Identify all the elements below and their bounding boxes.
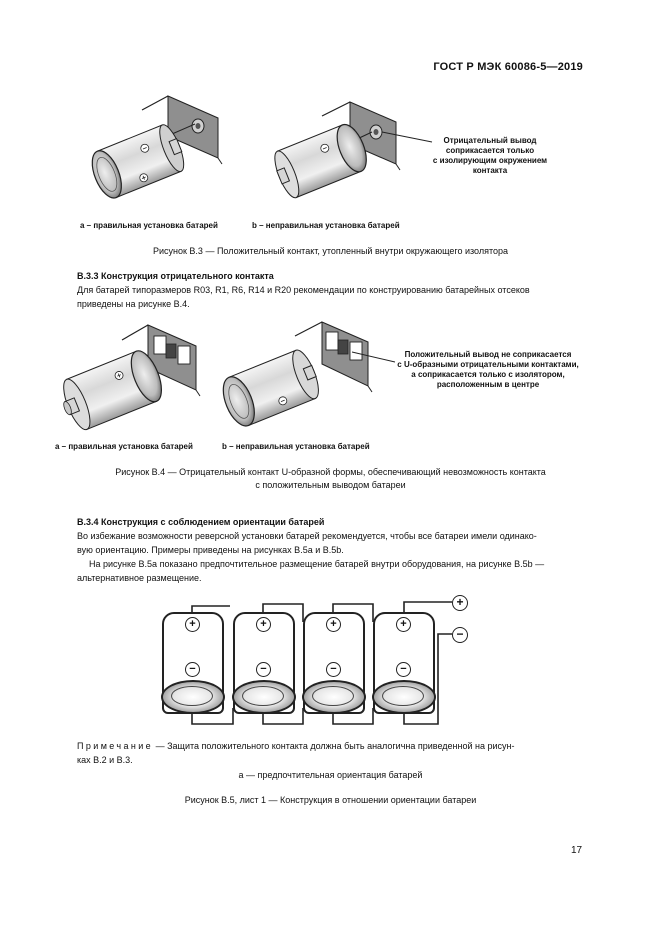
b5-cell-plus-symbol: +	[185, 617, 200, 632]
b5-battery-cell	[373, 612, 435, 714]
b3a-battery	[86, 122, 188, 202]
para-line: Для батарей типоразмеров R03, R1, R6, R14 и R20 рекомендации по конструированию батарейных отсеков	[77, 285, 530, 295]
note-text: — Защита положительного контакта должна быть аналогична приведенной на рисун-	[153, 741, 515, 751]
para-line: Во избежание возможности реверсной установки батарей рекомендуется, чтобы все батареи имели одинако-	[77, 531, 537, 541]
b5-cell-base-ring	[382, 686, 424, 706]
b4-label-b: b – неправильная установка батарей	[222, 442, 370, 451]
note-line	[77, 739, 582, 753]
figure-b5-caption: Рисунок В.5, лист 1 — Конструкция в отношении ориентации батареи	[184, 795, 477, 805]
b3-label-b: b – неправильная установка батарей	[252, 221, 400, 230]
b5-cell-plus-symbol: +	[326, 617, 341, 632]
figure-b4-caption	[0, 466, 661, 492]
figure-b5-sublabel: a — предпочтительная ориентация батарей	[238, 770, 423, 780]
b5-battery-cell	[303, 612, 365, 714]
b5-cell-base-ring	[312, 686, 354, 706]
b3-callout	[420, 136, 560, 176]
b4a-u-contact	[122, 325, 200, 396]
b3a-contact-bracket	[142, 96, 222, 164]
b5-cell-minus-symbol: −	[256, 662, 271, 677]
note-prefix: Примечание	[77, 741, 154, 751]
b5-cell-base-ring	[171, 686, 213, 706]
b3-label-a: a – правильная установка батарей	[80, 221, 218, 230]
b5-cell-base	[372, 680, 436, 714]
b4b-battery	[217, 347, 324, 430]
figure-b5-note	[77, 739, 582, 767]
b3b-battery	[270, 120, 372, 200]
b5-cell-plus-symbol: +	[256, 617, 271, 632]
b4-callout-line: Положительный вывод не соприкасается	[404, 350, 572, 359]
b5-battery-cell	[233, 612, 295, 714]
b3-callout-line: контакта	[472, 166, 508, 175]
b5-cell-base	[302, 680, 366, 714]
note-line: ках В.2 и В.3.	[77, 755, 133, 765]
b4-callout-line: расположенным в центре	[436, 380, 540, 389]
b5-cell-base-ring	[242, 686, 284, 706]
b4a-battery	[55, 347, 168, 435]
section-b34-heading: В.3.4 Конструкция с соблюдением ориентации батарей	[77, 517, 325, 527]
caption-line: Рисунок В.4 — Отрицательный контакт U-образной формы, обеспечивающий невозможность контакта	[115, 467, 546, 477]
b3-callout-line: соприкасается только	[445, 146, 535, 155]
figure-b3-caption: Рисунок В.3 — Положительный контакт, утопленный внутри окружающего изолятора	[152, 246, 509, 256]
negative-terminal: −	[452, 627, 468, 643]
b5-cell-minus-symbol: −	[396, 662, 411, 677]
b4-callout-pointer	[352, 352, 395, 362]
document-code: ГОСТ Р МЭК 60086-5—2019	[433, 61, 583, 73]
b4-callout-line: с U-образными отрицательными контактами,	[397, 360, 579, 369]
b3-callout-line: Отрицательный вывод	[443, 136, 537, 145]
b5-cell-minus-symbol: −	[185, 662, 200, 677]
section-b34-paragraph-1	[77, 529, 582, 557]
b5-cell-minus-symbol: −	[326, 662, 341, 677]
b5-cell-base	[161, 680, 225, 714]
b3b-contact-bracket	[322, 102, 400, 170]
caption-line: с положительным выводом батареи	[255, 480, 406, 490]
para-line: приведены на рисунке В.4.	[77, 299, 190, 309]
b5-battery-cell	[162, 612, 224, 714]
positive-terminal: +	[452, 595, 468, 611]
page-number: 17	[571, 845, 583, 856]
b5-cell-base	[232, 680, 296, 714]
section-b33-paragraph	[77, 283, 582, 311]
para-line: вую ориентацию. Примеры приведены на рисунках В.5a и В.5b.	[77, 545, 344, 555]
para-line: альтернативное размещение.	[77, 573, 202, 583]
b4-callout-line: а соприкасается только с изолятором,	[411, 370, 565, 379]
b3-callout-line: с изолирующим окружением	[432, 156, 548, 165]
b4-label-a: a – правильная установка батарей	[55, 442, 193, 451]
b5-cell-plus-symbol: +	[396, 617, 411, 632]
section-b33-heading: В.3.3 Конструкция отрицательного контакта	[77, 271, 274, 281]
b4-callout	[393, 350, 583, 390]
section-b34-paragraph-2	[77, 557, 582, 585]
b4b-u-contact	[295, 322, 372, 392]
para-line: На рисунке В.5a показано предпочтительное размещение батарей внутри оборудования, на рисунке В.5b —	[89, 559, 545, 569]
